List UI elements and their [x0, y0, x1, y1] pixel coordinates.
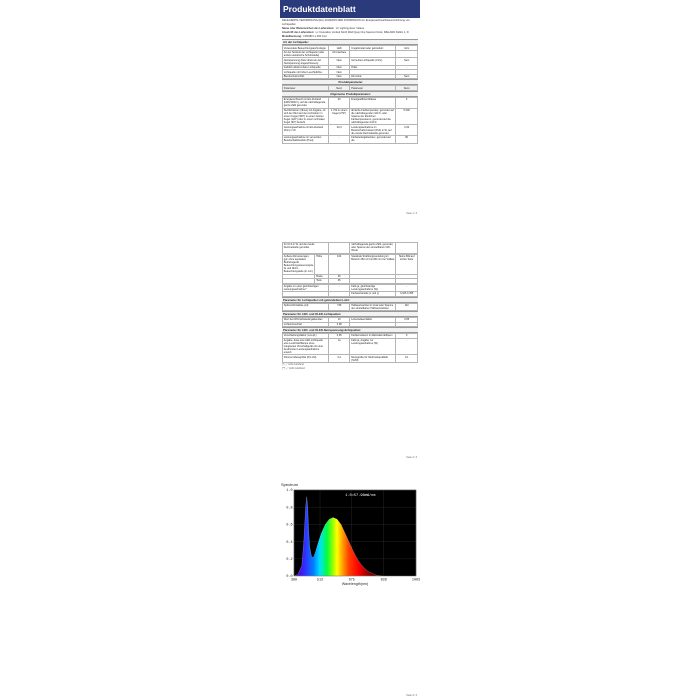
table-row [283, 243, 418, 254]
table-cell [328, 292, 350, 296]
model-line [282, 35, 418, 38]
table-cell: Leistungsaufnahme im Ein-Zustand (Pon) in W [283, 125, 329, 136]
spectrum-svg [280, 480, 420, 590]
supplier-address-value: Lc Innovation Limited North Wall Quay One Spencer Dock, IRELAND Dublin 1, D [315, 31, 409, 35]
continued-table [282, 242, 418, 254]
general-params-table [282, 97, 418, 144]
y-tick-label: 1.0 [286, 489, 293, 494]
table-cell: Falls ja, Angabe zur Leistungsaufnahme (W) [350, 338, 396, 355]
table-cell: ähnliche Farbtemperatur, gerundet auf die nächstliegenden 100 K, oder Spanne der ähnlichen Farbtemperaturen, gerundet auf die nächstliegenden 100 K [350, 108, 396, 125]
mains-section-title: Parameter für LED- und OLED-Netzspannungslichtquellen: [282, 327, 418, 333]
table-cell: Höhe [315, 254, 329, 274]
table-cell: Spitzenlichtstärke (cd) [283, 303, 329, 311]
table-cell: Nein [328, 70, 350, 74]
table-row [283, 355, 418, 363]
page-footer: Seite 1 / 3 [406, 212, 417, 215]
table-row [283, 86, 418, 90]
table-cell: Leistungsaufnahme im vernetzten Bereitschaftsbetrieb (Pnet) [283, 136, 329, 144]
table-row [283, 279, 418, 283]
led-section-title: Parameter für LED- und OLED-Lichtquellen: [282, 311, 418, 317]
x-tick-label: 1003 [411, 578, 420, 583]
x-tick-label: 838 [380, 578, 387, 583]
spectrum-chart [280, 480, 420, 590]
general-params-title: Allgemeine Produktparameter: [282, 91, 418, 97]
supplier-name-label: Name oder Warenzeichen des Lieferanten: [282, 27, 335, 31]
y-tick-label: 0.8 [286, 506, 293, 511]
table-cell: Tiefe [315, 279, 329, 283]
table-cell: Nein [328, 65, 350, 69]
header-cell: Parameter [350, 86, 396, 90]
table-cell: Blendschutzschild: [283, 74, 329, 78]
table-cell: LED [328, 46, 350, 50]
table-cell: 110 [396, 303, 418, 311]
table-row [283, 322, 418, 326]
x-axis-label: Wavelength(nm) [341, 582, 369, 586]
supplier-address-line [282, 31, 418, 34]
table-cell [283, 279, 315, 283]
table-cell [396, 50, 418, 58]
equivalent-power-table [282, 284, 418, 297]
table-cell: Art der Sockels der Lichtquelle (oder andere elektrische Schnittstelle) [283, 50, 329, 58]
table-cell: Nein [328, 74, 350, 78]
footnote-2: (**) „-" nicht zutreffend [282, 367, 305, 370]
table-cell: - [396, 338, 418, 355]
table-cell: Angabe, dass eine LED-Lichtquelle eine Leuchtstofflampe ohne integriertes Vorschaltgerät mit einer bestimmten Leistungsaufnahme ersetzt. [283, 338, 329, 355]
header-cell: Nenn [328, 86, 350, 90]
table-cell: 0,1 [396, 355, 418, 363]
table-row [283, 50, 418, 58]
table-cell: GUL [396, 46, 418, 50]
y-tick-label: 0.0 [286, 575, 293, 580]
table-cell: 5 000 [396, 108, 418, 125]
spectrum-title: Spectrum [281, 482, 299, 487]
table-row [283, 303, 418, 311]
table-row [283, 108, 418, 125]
table-cell: Nein [328, 58, 350, 66]
table-cell [350, 50, 396, 58]
table-cell: Nutzlichtstrom (Φuse) mit Angabe, ob sich der Wert auf den Lichtstrom in einem Kegel (360°) in einem breiten Kegel (120°) oder in einem schmalen Kegel (90°) bezieht [283, 108, 329, 125]
table-row [283, 136, 418, 144]
table-cell: 20 [328, 97, 350, 108]
table-cell: Verschiebungsfaktor (cos φ1) [283, 334, 329, 338]
mains-table [282, 333, 418, 363]
table-cell: Netzspannung (Netz direkt an der Netzspannung angeschlossen): [283, 58, 329, 66]
product-params-title: Produktparameter [282, 79, 418, 85]
table-cell: - [328, 136, 350, 144]
y-tick-label: 0.2 [286, 558, 293, 562]
supplier-name-value: LC Lighting Evev / Elane [335, 27, 365, 31]
table-cell: Energieeffizienzklasse [350, 97, 396, 108]
table-row [283, 254, 418, 274]
table-cell: 0,2 [328, 355, 350, 363]
table-cell [350, 322, 396, 326]
header-cell: Nenn [396, 86, 418, 90]
table-cell: Nein [396, 58, 418, 66]
table-cell: 36 [328, 274, 350, 278]
y-tick-label: 0.4 [286, 540, 293, 545]
table-cell: Halbwertswinkel in Grad oder Spanne der einstellbaren Halbwertswinkel [350, 303, 396, 311]
table-cell: Flimmer-Messgröße (Pst LM) [283, 355, 329, 363]
table-cell: Breite [315, 274, 329, 278]
table-cell: 0,345 0,355 [396, 292, 418, 296]
table-cell: Falls ja, gleichwertige Leistungsaufnahme (W) [350, 284, 396, 292]
table-cell [350, 279, 396, 283]
table-cell: - [328, 284, 350, 292]
led-table [282, 317, 418, 327]
table-cell: 10 [328, 318, 350, 322]
x-tick-label: 380 [290, 578, 298, 583]
table-cell: Hülle: [350, 65, 396, 69]
table-cell: 20,0 [328, 125, 350, 136]
table-cell: 6 [396, 334, 418, 338]
x-tick-label: 513 [316, 578, 324, 583]
table-cell [396, 279, 418, 283]
table-cell: für CLS in W, auf die zweite Dezimalstelle gerundet [283, 243, 329, 254]
table-cell: Angabe zu einer gleichwertigen Leistungsaufnahme* [283, 284, 329, 292]
table-cell: Lichtstromerhalt [283, 322, 329, 326]
model-label: Modellkennung: [282, 35, 302, 39]
page-title: Produktdatenblatt [280, 0, 420, 18]
table-cell: 0,00 [396, 125, 418, 136]
datasheet-page-3 [280, 480, 420, 700]
table-cell: - [396, 284, 418, 292]
header-cell: Parameter [283, 86, 329, 90]
table-cell [396, 243, 418, 254]
table-cell: Ja [328, 338, 350, 355]
table-row [283, 125, 418, 136]
table-cell: Wert des R9-Farbwiedergabeindex [283, 318, 329, 322]
table-cell: AC-interface [328, 50, 350, 58]
table-cell [328, 243, 350, 254]
table-cell: Farbwiedergabeindex, gerundet auf die [350, 136, 396, 144]
directional-table [282, 303, 418, 312]
table-cell: nächstliegende ganze Zahl, gerundet, oder Spanne der einstellbaren CRI-Werte [350, 243, 396, 254]
model-value: FR0480 LL 450 CL2 [303, 35, 327, 39]
regulation-text: DELEGIERTE VERORDNUNG (EU) 2019/2015 DER KOMMISSION zur Energieverbrauchskennzeichnung von Lichtquellen [282, 19, 410, 26]
table-cell: Verwendete Beleuchtungstechnologie: [283, 46, 329, 50]
table-cell: Ungebündelt oder gebündelt: [350, 46, 396, 50]
table-cell: 0,98 [328, 322, 350, 326]
table-cell: Spektrale Strahlungsverteilung im Bereich 250 nm bis 800 nm bei Volllast [350, 254, 396, 274]
dimensions-table [282, 254, 418, 284]
page-footer: Seite 3 / 3 [406, 694, 417, 697]
table-row [283, 292, 418, 296]
table-row [283, 58, 418, 66]
table-cell: 0,95 [328, 334, 350, 338]
type-table [282, 45, 418, 79]
type-section-title: Art der Lichtquelle: [282, 39, 418, 45]
supplier-address-label: Anschrift des Lieferanten: [282, 31, 315, 35]
table-cell: Dimmbar: [350, 74, 396, 78]
table-cell: 739 [328, 303, 350, 311]
datasheet-page-2 [280, 240, 420, 462]
table-row [283, 74, 418, 78]
table-cell: Vernetzte Lichtquelle (CLS): [350, 58, 396, 66]
table-cell [283, 292, 329, 296]
table-cell: 0,85 [396, 318, 418, 322]
table-cell: F [396, 97, 418, 108]
x-tick-label: 675 [348, 578, 355, 583]
table-cell: Farbkonsistenz in MacAdam-Ellipsen [350, 334, 396, 338]
table-cell [396, 322, 418, 326]
table-cell: Energieverbrauch im Ein-Zustand (kWh/1000 h), auf die nächstliegende ganze Zahl gerundet [283, 97, 329, 108]
table-cell: - [396, 65, 418, 69]
table-cell: Äußere Abmessungen, ggf. ohne separates Betriebsgerät, Beleuchtungssteuerungsteile und Nicht-Beleuchtungsteile (in mm) [283, 254, 314, 274]
directional-section-title: Parameter für Lichtquellen mit gebündeltem Licht: [282, 297, 418, 303]
table-cell: 36 [328, 279, 350, 283]
table-cell: 1 700 in einem Kegel (270°) [328, 108, 350, 125]
table-cell: 80 [396, 136, 418, 144]
table-cell: 104 [328, 254, 350, 274]
table-cell: Lichtquelle mit hoher Leuchtdichte: [283, 70, 329, 74]
page-footer: Seite 2 / 3 [406, 456, 417, 459]
datasheet-page-1 [280, 0, 420, 218]
table-cell: Messgröße für Stroboskop-Effekt (SVM) [350, 355, 396, 363]
table-row [283, 338, 418, 355]
table-cell: Siehe Bild auf letzter Seite [396, 254, 418, 274]
peak-readout: 1.0=57.96mW/nm [345, 494, 376, 498]
table-cell: Farblich abstimmbare Lichtquelle: [283, 65, 329, 69]
footnote-1: (*) „-" nicht zutreffend [282, 363, 304, 366]
table-row [283, 97, 418, 108]
table-cell: Farbwertanteile (x und y) [350, 292, 396, 296]
table-cell: Leistungsaufnahme im Bereitschaftszustand (Psb) in W, auf die zweite Dezimalstelle gerundet [350, 125, 396, 136]
table-cell: Lebensdauerfaktor [350, 318, 396, 322]
table-cell: Nein [396, 74, 418, 78]
y-tick-label: 0.6 [286, 523, 293, 528]
table-row [283, 284, 418, 292]
